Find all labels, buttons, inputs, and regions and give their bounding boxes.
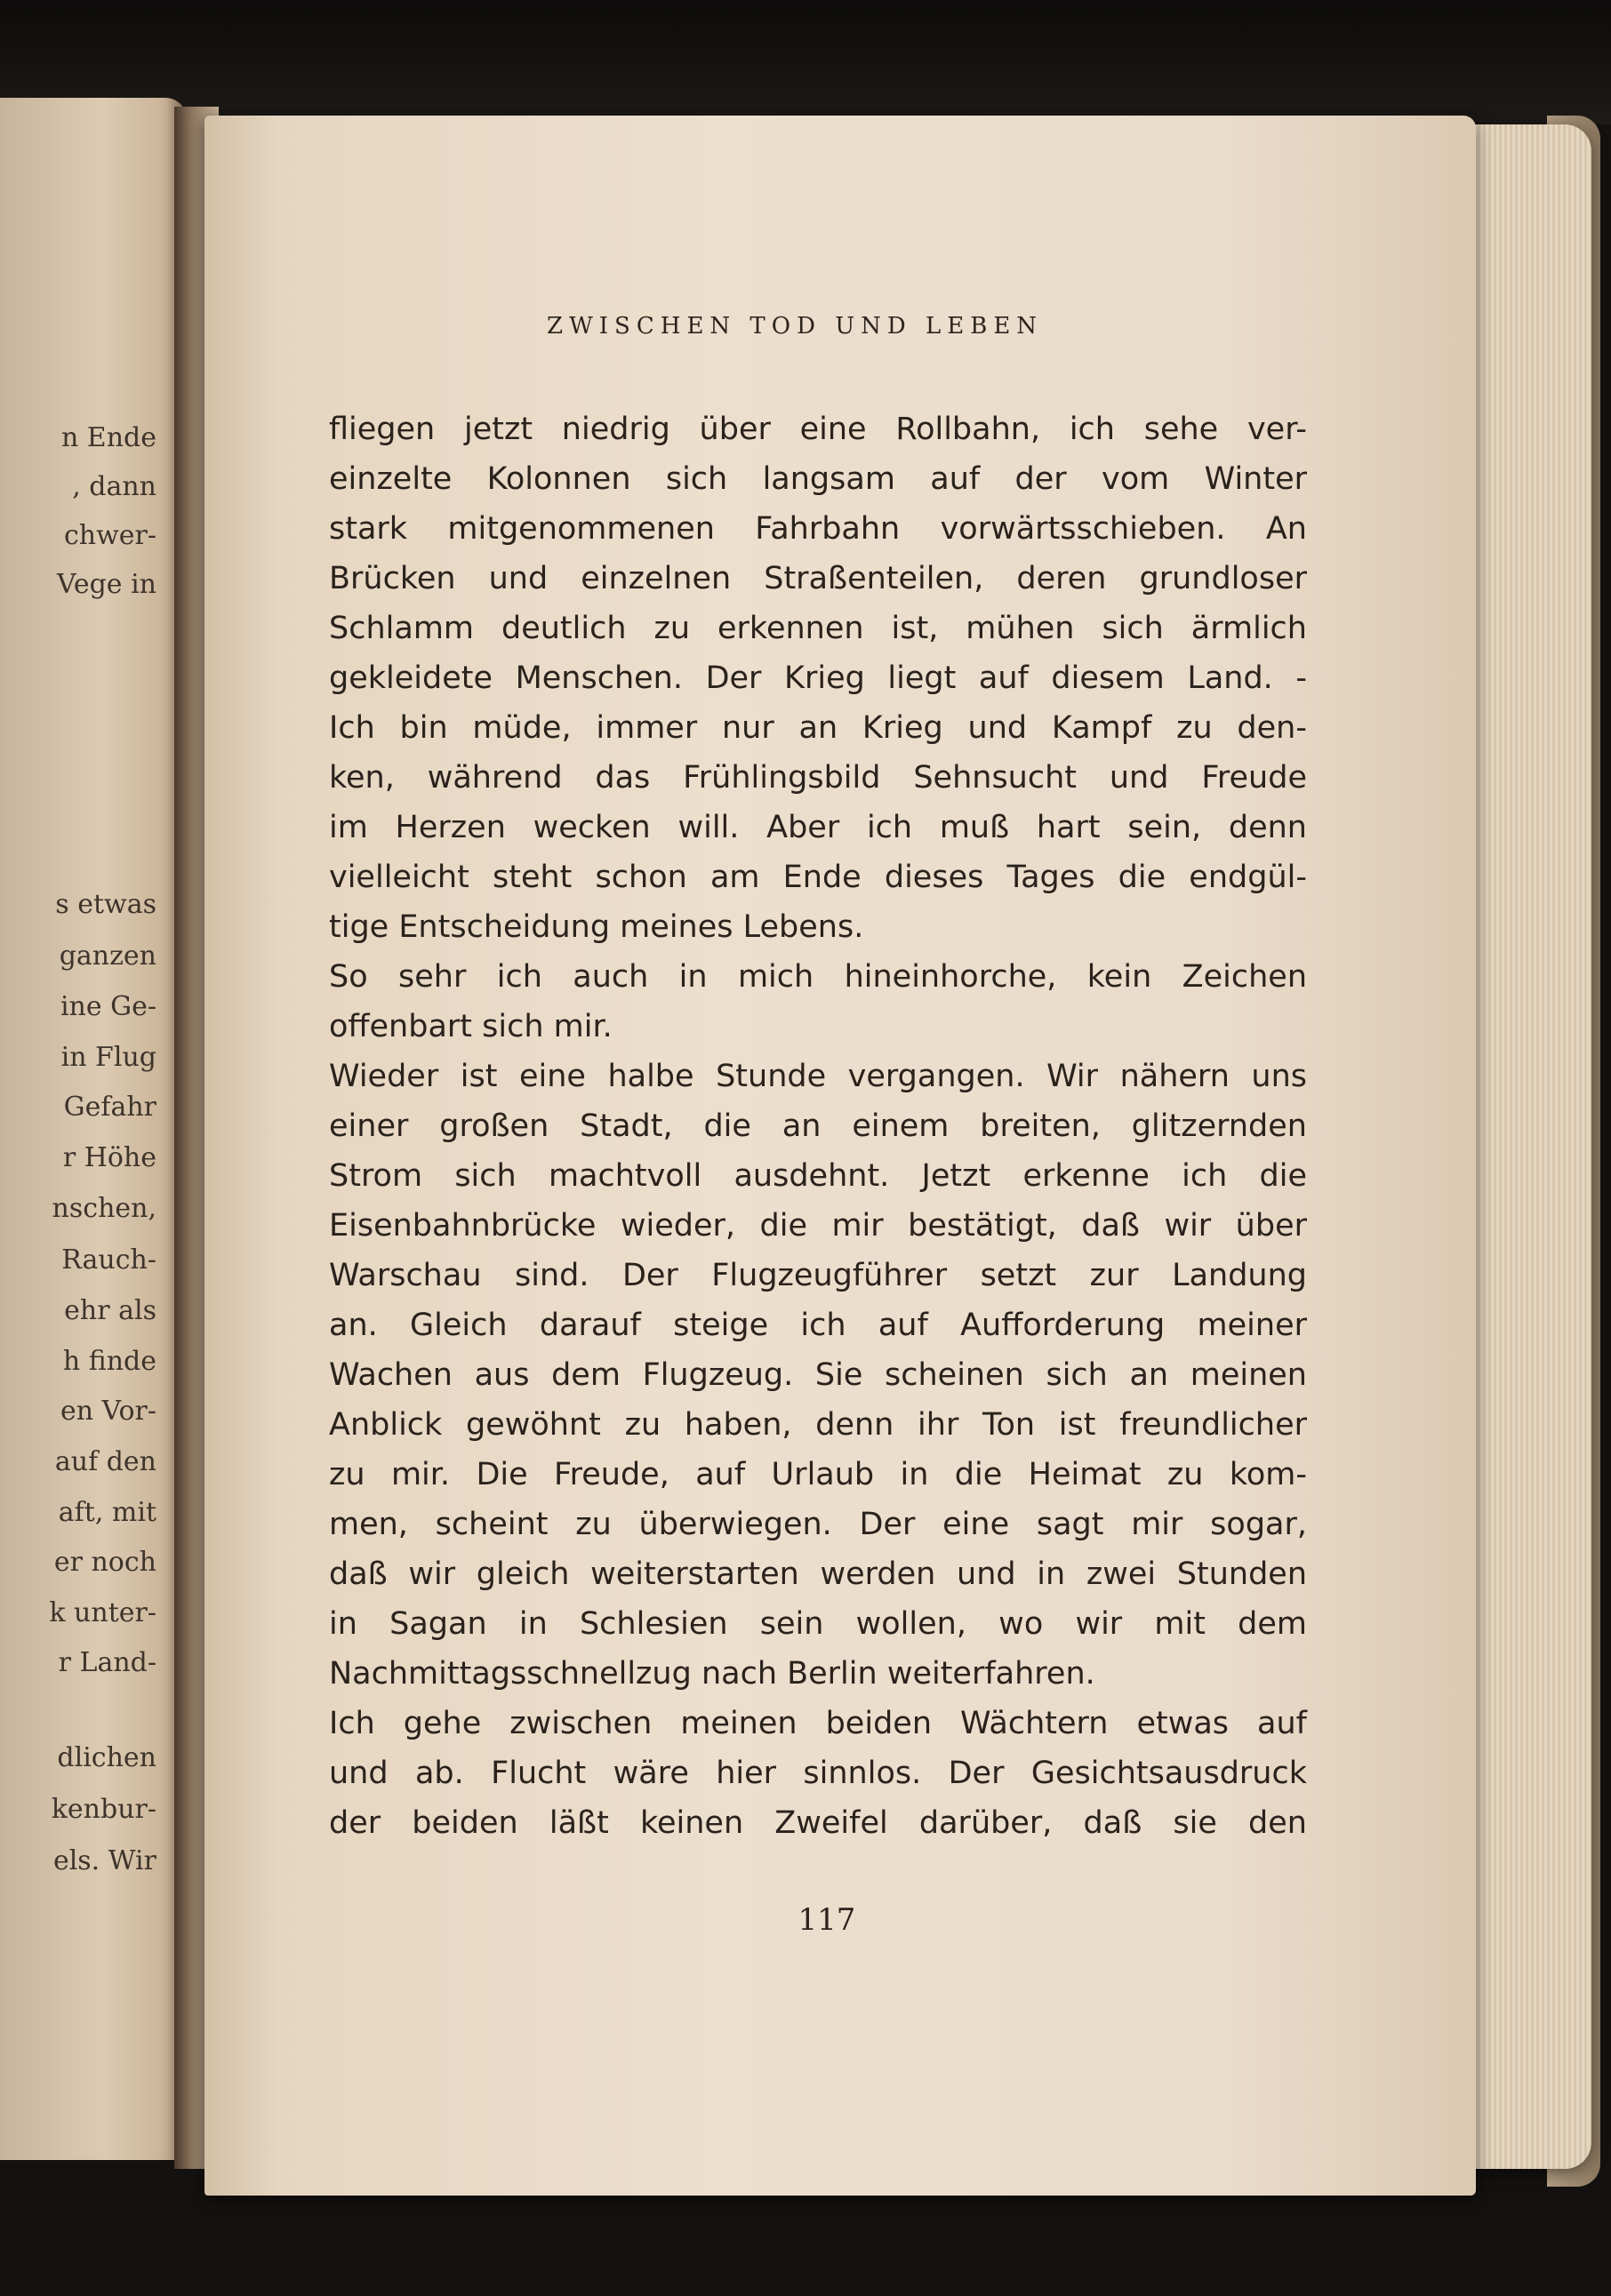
text-line: und ab. Flucht wäre hier sinnlos. Der Gesichtsausdruck	[329, 1756, 1307, 1791]
left-page-fragment: er noch	[53, 1547, 156, 1578]
left-page-fragment: Gefahr	[63, 1092, 156, 1123]
left-page-fragment: in Flug	[60, 1042, 156, 1073]
text-line: Ich bin müde, immer nur an Krieg und Kampf zu den-	[329, 710, 1307, 746]
text-line: men, scheint zu überwiegen. Der eine sagt mir sogar,	[329, 1507, 1307, 1542]
left-page-fragment: r Land-	[58, 1647, 156, 1678]
text-line: Schlamm deutlich zu erkennen ist, mühen sich ärmlich	[329, 611, 1307, 646]
text-line: stark mitgenommenen Fahrbahn vorwärtsschieben. An	[329, 511, 1307, 547]
text-line: daß wir gleich weiterstarten werden und in zwei Stunden	[329, 1556, 1307, 1592]
text-line: offenbart sich mir.	[329, 1009, 613, 1044]
page-edges	[1458, 124, 1591, 2169]
left-page-fragment: ehr als	[64, 1295, 156, 1326]
left-page-fragment: els. Wir	[52, 1845, 156, 1876]
left-page-fragment: en Vor-	[60, 1396, 156, 1427]
text-line: einer großen Stadt, die an einem breiten, glitzernden	[329, 1108, 1307, 1144]
dark-background	[0, 0, 1611, 124]
left-page-fragment: chwer-	[63, 520, 156, 551]
left-page-fragment: ine Ge-	[60, 991, 156, 1022]
left-page-fragment: Rauch-	[61, 1244, 156, 1276]
text-line: vielleicht steht schon am Ende dieses Tages die endgül-	[329, 860, 1307, 895]
text-line: zu mir. Die Freude, auf Urlaub in die Heimat zu kom-	[329, 1457, 1307, 1492]
text-line: Brücken und einzelnen Straßenteilen, deren grundloser	[329, 561, 1307, 596]
text-line: Wachen aus dem Flugzeug. Sie scheinen sich an meinen	[329, 1357, 1307, 1393]
text-line: in Sagan in Schlesien sein wollen, wo wir mit dem	[329, 1606, 1307, 1642]
left-page-fragment: r Höhe	[62, 1142, 156, 1173]
left-page-fragment: Vege in	[56, 569, 156, 600]
left-page-fragment: k unter-	[49, 1597, 156, 1628]
text-line: Eisenbahnbrücke wieder, die mir bestätigt, daß wir über	[329, 1208, 1307, 1244]
text-line: ken, während das Frühlingsbild Sehnsucht und Freude	[329, 760, 1307, 796]
left-page-fragment: aft, mit	[58, 1497, 156, 1528]
left-page-fragment: , dann	[72, 471, 156, 502]
text-line: Wieder ist eine halbe Stunde vergangen. Wir nähern uns	[329, 1059, 1307, 1094]
text-line: Strom sich machtvoll ausdehnt. Jetzt erkenne ich die	[329, 1158, 1307, 1194]
left-page-fragment: auf den	[54, 1446, 156, 1477]
text-line: an. Gleich darauf steige ich auf Aufforderung meiner	[329, 1308, 1307, 1343]
text-line: So sehr ich auch in mich hineinhorche, kein Zeichen	[329, 959, 1307, 995]
text-line: Warschau sind. Der Flugzeugführer setzt zur Landung	[329, 1258, 1307, 1293]
text-line: Nachmittagsschnellzug nach Berlin weiterfahren.	[329, 1656, 1095, 1692]
text-line: gekleidete Menschen. Der Krieg liegt auf diesem Land. -	[329, 660, 1307, 696]
left-page-fragment: h finde	[62, 1346, 156, 1377]
text-line: im Herzen wecken will. Aber ich muß hart sein, denn	[329, 810, 1307, 845]
left-page-fragment: ganzen	[59, 940, 156, 972]
text-line: der beiden läßt keinen Zweifel darüber, daß sie den	[329, 1805, 1307, 1841]
left-page	[0, 98, 187, 2160]
text-line: tige Entscheidung meines Lebens.	[329, 909, 864, 945]
body-text	[329, 404, 1307, 1848]
left-page-fragment: dlichen	[57, 1742, 156, 1773]
running-head: ZWISCHEN TOD UND LEBEN	[547, 313, 1044, 340]
text-line: fliegen jetzt niedrig über eine Rollbahn, ich sehe ver-	[329, 412, 1307, 447]
page-number: 117	[797, 1902, 856, 1938]
left-page-fragment: nschen,	[52, 1193, 156, 1224]
left-page-fragment: n Ende	[60, 422, 156, 453]
text-line: Anblick gewöhnt zu haben, denn ihr Ton ist freundlicher	[329, 1407, 1307, 1443]
text-line: Ich gehe zwischen meinen beiden Wächtern etwas auf	[329, 1706, 1307, 1741]
left-page-fragment: kenbur-	[51, 1794, 156, 1825]
text-line: einzelte Kolonnen sich langsam auf der vom Winter	[329, 461, 1307, 497]
left-page-fragment: s etwas	[55, 889, 156, 920]
